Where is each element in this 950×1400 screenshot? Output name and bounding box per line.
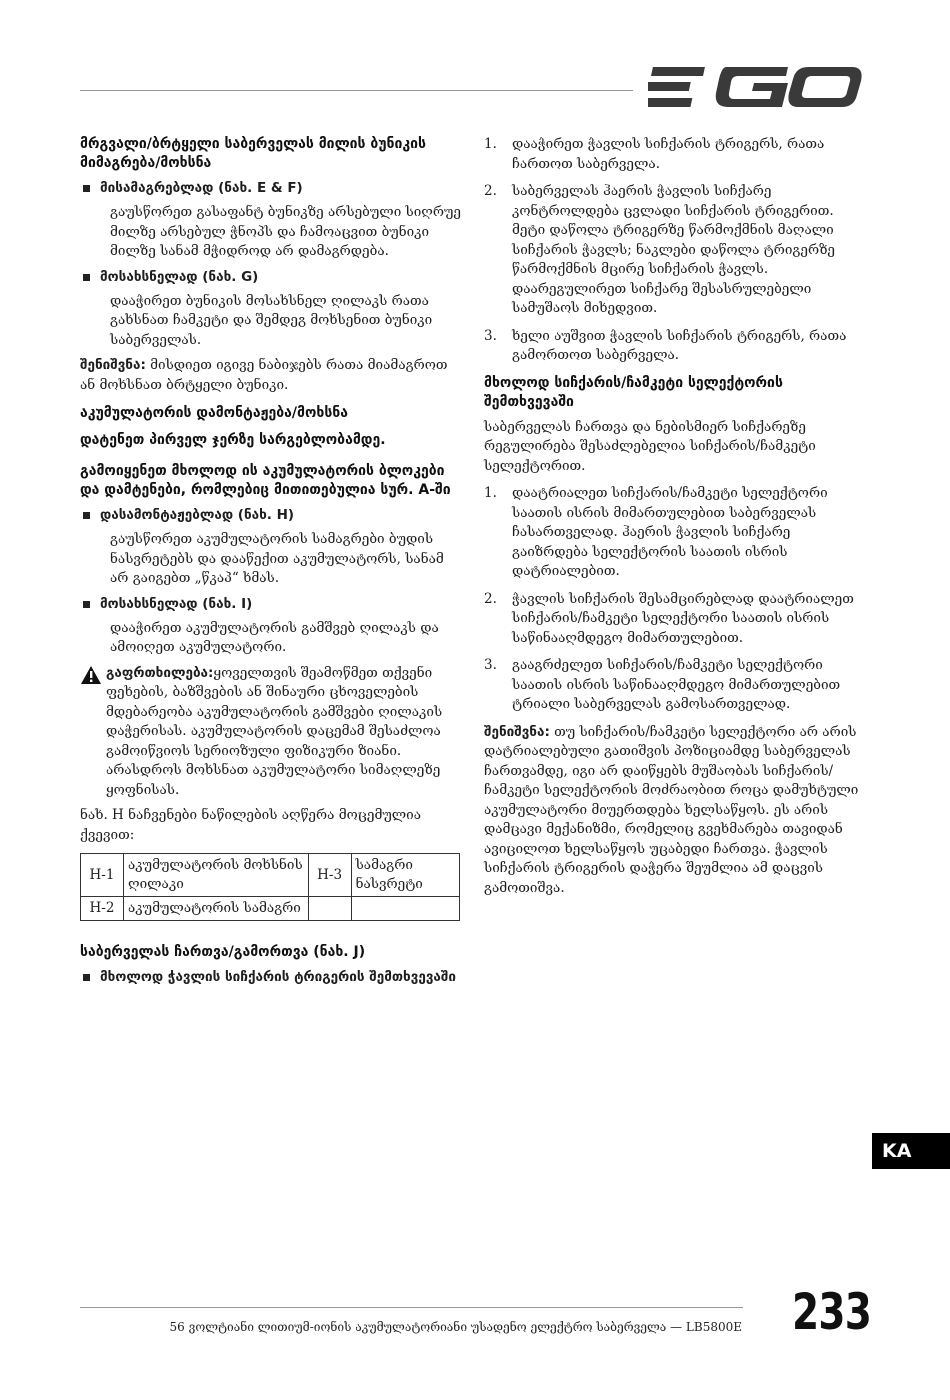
table-cell [351,897,459,921]
list-number: 3. [484,657,497,673]
paragraph-detach: დააჭირეთ ბუნიკის მოსახსნელ ღილაკს რათა გახსნათ ჩამკეტი და შემდეგ მოხსენით ბუნიკი საბერველას. [110,292,433,348]
list-number: 1. [484,485,497,501]
table-cell: H-2 [81,897,124,921]
bullet-square-icon [83,274,90,281]
paragraph-selector: საბერველას ჩართვა და ნებისმიერ სიჩქარეზე რეგულირება შესაძლებელია სიჩქარის/ჩამკეტი სელექტორით. [484,418,816,474]
bullet-label: მოსახსნელად (ნახ. G) [100,268,259,285]
table-cell: სამაგრი ნასვრეტი [351,854,459,897]
footer-text: 56 ვოლტიანი ლითიუმ-იონის აკუმულატორიანი უსადენო ელექტრო საბერველა — LB5800E [169,1320,742,1334]
list-item [484,656,864,715]
paragraph-install: გაუსწორეთ აკუმულატორის სამაგრები ბუდის ნასვრეტებს და დააწექით აკუმულატორს, სანამ არ გაიგებთ „წკაპ“ ხმას. [110,531,444,586]
bullet-install [80,506,462,525]
table-cell: აკუმულატორის მოხსნის ღილაკი [124,854,309,897]
note-paragraph [484,723,864,899]
note-label: შენიშვნა: [80,357,146,373]
list-text: საბერველას ჰაერის ჭავლის სიჩქარე კონტროლდება ცვლადი სიჩქარის ტრიგერით. მეტი დაწოლა ტრიგერზე წარმოქმნის მაღალი სიჩქარის ჭავლს; ნაკლები დაწოლა ტრიგერზე წარმოქმნის მცირე სიჩქარის ჭავლს. დაარეგულირეთ სიჩქარე შესასრულებელი სამუშაოს მიხედვით. [512,183,836,316]
bullet-square-icon [83,185,90,192]
section-heading-onoff: საბერველას ჩართვა/გამორთვა (ნახ. J) [80,944,366,960]
list-text: დაატრიალეთ სიჩქარის/ჩამკეტი სელექტორი საათის ისრის მიმართულებით საბერველას ჩასართველად. ჰაერის ჭავლის სიჩქარე გაიზრდება სელექტორის საათის ისრის დატრიალებით. [512,485,828,579]
table-cell [308,897,351,921]
note-text: თუ სიჩქარის/ჩამკეტი სელექტორი არ არის დატრიალებული გათიშვის პოზიციამდე საბერველას ჩართვამდე, იგი არ დაიწყებს მუშაობას სიჩქარის/ ჩამკეტი სელექტორის მოძრაობით როცა დამუხტული აკუმულატორი მიუერთდება ხელსაწყოს. ეს არის დამცავი მექანიზმი, რომელიც გვეხმარება თავიდან ავიცილოთ ხელსაწყოს უცაბედი ჩართვა. ჭავლის სიჩქარის ტრიგერის დაჭერა შეუმლია ამ დაცვის გამოთიშვა. [484,723,859,896]
bullet-square-icon [83,512,90,519]
header-rule [80,90,633,91]
list-item [484,484,864,582]
ego-logo [648,62,862,114]
paragraph-attach: გაუსწორეთ გასაფანტ ბუნიკზე არსებული სიღრუე მილზე არსებულ ჭნოპს და ჩამოაცვით ბუნიკი მილზე სანამ მჭიდროდ არ დამაგრდება. [110,204,461,259]
list-item [484,590,864,649]
bullet-label: დასამონტაჟებლად (ნახ. H) [100,507,295,523]
list-text: გააგრძელეთ სიჩქარის/ჩამკეტი სელექტორი საათის ისრის საწინააღმდეგო მიმართულებით ტრიალი საბერველას გამოსართველად. [512,657,841,712]
section-heading-selector: მხოლოდ სიჩქარის/ჩამკეტი სელექტორის შემთხვევაში [484,374,783,410]
paragraph-remove: დააჭირეთ აკუმულატორის გამშვებ ღილაკს და ამოიღეთ აკუმულატორი. [110,619,439,655]
bullet-remove [80,595,462,614]
table-cell: H-3 [308,854,351,897]
list-number: 3. [484,327,497,344]
parts-intro: ნახ. H ნაჩვენები ნაწილების აღწერა მოცემულია ქვევით: [80,807,422,843]
bullet-label: მისამაგრებლად (ნახ. E & F) [100,180,303,196]
list-number: 1. [484,136,497,152]
right-column [484,135,864,898]
list-number: 2. [484,590,497,607]
page-number: 233 [792,1283,872,1341]
table-cell: აკუმულატორის სამაგრი [124,897,309,921]
bullet-label: მხოლოდ ჭავლის სიჩქარის ტრიგერის შემთხვევაში [100,969,456,985]
note-paragraph [80,356,462,395]
section-heading-battery: აკუმულატორის დამონტაჟება/მოხსნა [80,405,348,421]
list-item [484,135,864,174]
table-row [81,897,460,921]
bullet-detach [80,268,462,287]
list-number: 2. [484,183,497,199]
list-item [484,327,864,366]
bullet-label: მოსახსნელად (ნახ. I) [100,595,253,612]
list-text: ხელი აუშვით ჭავლის სიჩქარის ტრიგერს, რათა გამორთოთ საბერველა. [512,327,847,363]
warning-block [80,664,462,801]
list-text: დააჭირეთ ჭავლის სიჩქარის ტრიგერს, რათა ჩართოთ საბერველა. [512,136,825,172]
note-label: შენიშვნა: [484,723,550,740]
language-tab: KA [872,1133,950,1169]
bullet-attach [80,179,462,198]
bullet-trigger-only [80,968,462,987]
table-row [81,854,460,897]
section-heading-approved: გამოიყენეთ მხოლოდ ის აკუმულატორის ბლოკები და დამტენები, რომლებიც მითითებულია სურ. A-ში [80,463,451,498]
section-subheading-charge: დატენეთ პირველ ჯერზე სარგებლობამდე. [80,432,386,448]
warning-triangle-icon [80,665,102,685]
list-item [484,182,864,319]
bullet-square-icon [83,601,90,608]
section-heading-nozzle: მრგვალი/ბრტყელი საბერველას მილის ბუნიკის მიმაგრება/მოხსნა [80,136,426,171]
note-text: მისდიეთ იგივე ნაბიჯებს რათა მიამაგროთ ან მოხსნათ ბრტყელი ბუნიკი. [80,357,448,393]
bullet-square-icon [83,974,90,981]
warning-label: გაფრთხილება: [106,664,214,681]
footer-rule [80,1307,743,1308]
table-cell: H-1 [81,854,124,897]
warning-text: ყოველთვის შეამოწმეთ თქვენი ფეხების, ბაზშვების ან შინაური ცხოველების მდებარეობა აკუმულატორის გამშვები ღილაკის დაჭერისას. აკუმულატორის დაცემამ შესაძლოა გამოიწვიოს სერიოზული ფიზიკური ზიანი. არასდროს მოხსნათ აკუმულატორი სიმაღლეზე ყოფნისას. [106,664,443,798]
parts-table [80,853,460,921]
left-column [80,135,462,992]
list-text: ჭავლის სიჩქარის შესამცირებლად დაატრიალეთ სიჩქარის/ჩამკეტი სელექტორი საათის ისრის საწინააღმდეგო მიმართულებით. [512,590,854,646]
